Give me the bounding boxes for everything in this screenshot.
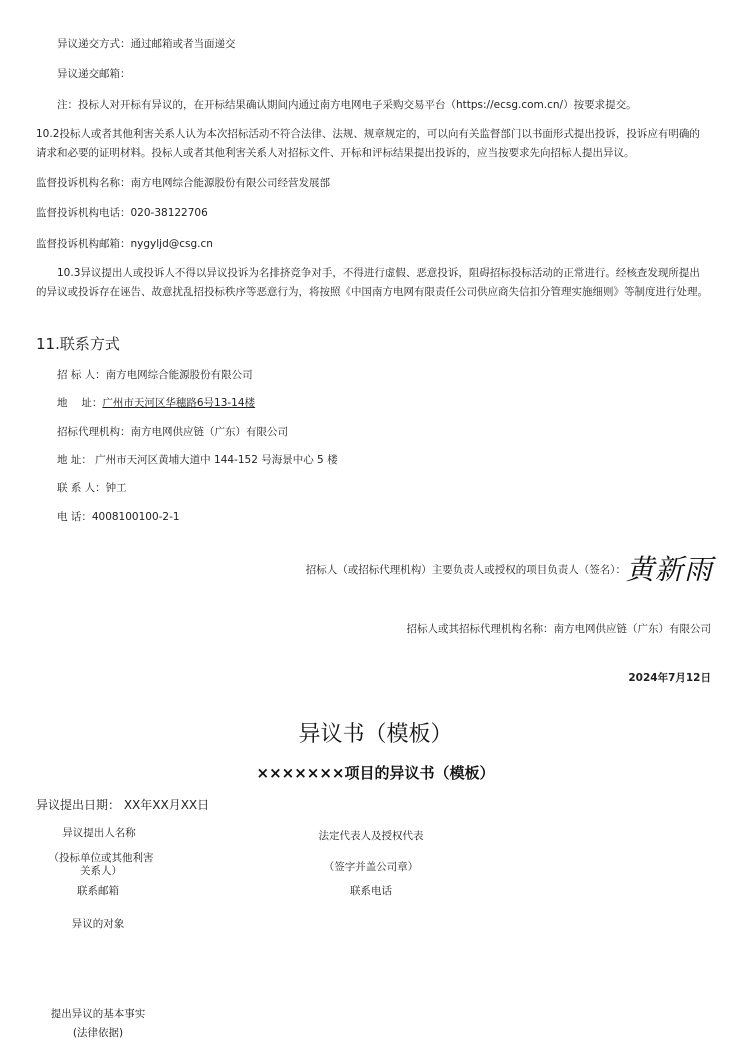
- complaint-org-phone: 监督投诉机构电话：020-38122706: [36, 207, 208, 219]
- contact-phone: 电 话：4008100100-2-1: [57, 511, 180, 523]
- paragraph-10-2: 10.2投标人或者其他利害关系人认为本次招标活动不符合法律、法规、规章规定的，可以向有关监督部门以书面形式提出投诉，投诉应有明确的请求和必要的证明材料。投标人或者其他利害关系人对招标文件、开标和评标结果提出投诉的，应当按要求先向招标人提出异议。: [36, 128, 700, 159]
- contact-address-label: 地 址：: [57, 397, 103, 409]
- paragraph-10-3: 10.3异议提出人或投诉人不得以异议投诉为名排挤竞争对手，不得进行虚假、恶意投诉，阻碍招标投标活动的正常进行。经核查发现所提出的异议或投诉存在诬告、故意扰乱招投标秩序等恶意行为，将按照《中国南方电网有限责任公司供应商失信扣分管理实施细则》等制度进行处理。: [36, 267, 708, 298]
- template-subtitle: ×××××××项目的异议书（模板）: [256, 764, 495, 782]
- contact-person: 联 系 人：钟工: [57, 482, 127, 494]
- contact-agency: 招标代理机构：南方电网供应链（广东）有限公司: [57, 426, 288, 438]
- signature-line: [306, 548, 713, 588]
- handwritten-signature: 黄新雨: [625, 553, 713, 586]
- objection-method: 异议递交方式：通过邮箱或者当面递交: [57, 38, 236, 50]
- complaint-org-email: 监督投诉机构邮箱：nygyljd@csg.cn: [36, 238, 213, 250]
- signature-label: 招标人（或招标代理机构）主要负责人或授权的项目负责人（签名）：: [305, 564, 626, 576]
- field-target: 异议的对象: [71, 918, 125, 930]
- contact-address-value: 广州市天河区华穗路6号13-14楼: [102, 397, 256, 409]
- field-legal-rep-note: （签字并盖公司章）: [323, 861, 419, 873]
- objection-note: 注：投标人对开标有异议的，在开标结果确认期间内通过南方电网电子采购交易平台（https://ecsg.com.cn/）按要求提交。: [57, 99, 637, 111]
- signature-date: 2024年7月12日: [628, 672, 711, 684]
- contact-tenderer: 招 标 人：南方电网综合能源股份有限公司: [57, 369, 253, 381]
- field-objector-name: 异议提出人名称: [62, 827, 136, 839]
- complaint-org-name: 监督投诉机构名称：南方电网综合能源股份有限公司经营发展部: [36, 177, 330, 189]
- contact-agency-address: 地 址： 广州市天河区黄埔大道中 144-152 号海景中心 5 楼: [57, 454, 338, 466]
- field-legal-rep: 法定代表人及授权代表: [318, 830, 424, 842]
- field-email: 联系邮箱: [77, 885, 119, 897]
- field-basic-facts: 提出异议的基本事实(法律依据): [50, 1008, 146, 1039]
- field-objector-note: （投标单位或其他利害关系人）: [48, 852, 154, 877]
- contact-address: [57, 395, 255, 410]
- signature-org-line: 招标人或其招标代理机构名称：南方电网供应链（广东）有限公司: [406, 623, 711, 635]
- section-heading-contact: 11.联系方式: [36, 335, 120, 353]
- template-date-line: 异议提出日期： XX年XX月XX日: [36, 798, 210, 812]
- field-phone: 联系电话: [350, 885, 392, 897]
- objection-email: 异议递交邮箱：: [57, 68, 131, 80]
- template-title: 异议书（模板）: [298, 722, 453, 747]
